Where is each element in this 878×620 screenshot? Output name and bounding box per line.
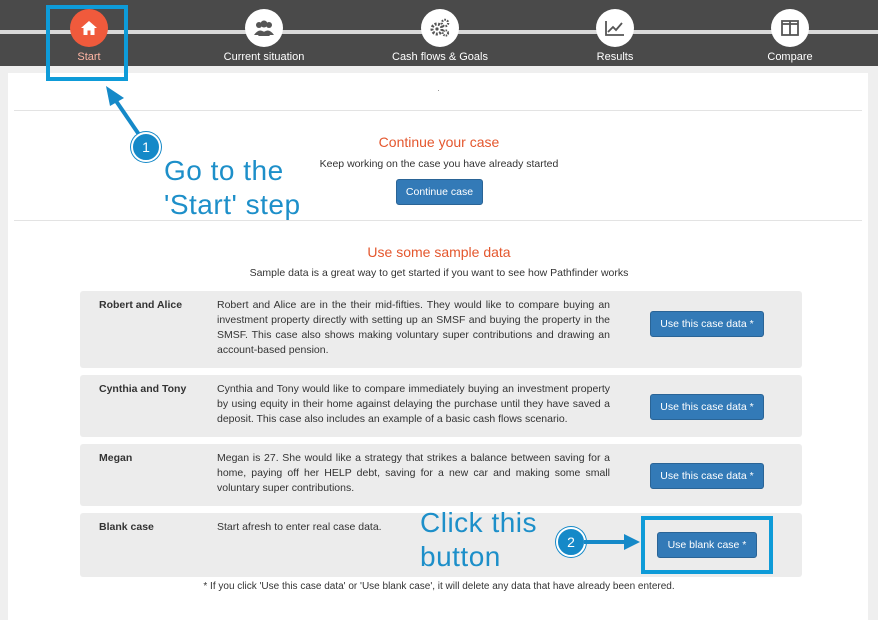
step-label: Results	[596, 51, 634, 63]
callout-line: button	[420, 541, 501, 572]
case-name: Cynthia and Tony	[99, 383, 187, 395]
callout-text	[164, 154, 301, 222]
gears-icon	[421, 9, 459, 47]
step-label: Compare	[767, 51, 813, 63]
chart-icon	[596, 9, 634, 47]
callout-text	[420, 506, 537, 574]
divider	[14, 220, 862, 221]
arrow-icon	[584, 532, 642, 552]
step-badge: 2	[556, 527, 586, 557]
step-label: Start	[77, 51, 101, 63]
home-icon	[70, 9, 108, 47]
case-row	[80, 444, 802, 506]
callout-line: Go to the	[164, 155, 284, 186]
step-compare[interactable]	[715, 9, 865, 63]
step-results[interactable]	[540, 9, 690, 63]
step-current-situation[interactable]	[189, 9, 339, 63]
sample-title: Use some sample data	[367, 244, 511, 260]
use-case-data-button[interactable]: Use this case data *	[650, 311, 764, 337]
step-badge: 1	[131, 132, 161, 162]
callout-line: 'Start' step	[164, 189, 301, 220]
highlight-box-blank-case	[641, 516, 773, 574]
case-row	[80, 375, 802, 437]
divider-dot: ·	[437, 85, 440, 95]
use-case-data-button[interactable]: Use this case data *	[650, 394, 764, 420]
columns-icon	[771, 9, 809, 47]
footnote: * If you click 'Use this case data' or 'Use blank case', it will delete any data that have already been entered.	[203, 581, 675, 592]
continue-title: Continue your case	[378, 134, 500, 150]
callout-line: Click this	[420, 507, 538, 538]
users-icon	[245, 9, 283, 47]
case-description: Start afresh to enter real case data.	[217, 521, 382, 533]
case-description: Robert and Alice are in the their mid-fifties. They would like to compare buying an investment property directly with setting up an SMSF and buying the property in the SMSF. This case also shows making voluntary super contributions and drawing an account-based pension.	[217, 299, 610, 356]
use-case-data-button[interactable]: Use this case data *	[650, 463, 764, 489]
step-label: Current situation	[223, 51, 305, 63]
use-blank-case-button[interactable]: Use blank case *	[657, 532, 757, 558]
step-label: Cash flows & Goals	[392, 51, 488, 63]
sample-subtitle: Sample data is a great way to get started if you want to see how Pathfinder works	[249, 267, 629, 279]
continue-subtitle: Keep working on the case you have already started	[319, 158, 559, 170]
continue-case-button[interactable]: Continue case	[396, 179, 483, 205]
case-description: Cynthia and Tony would like to compare immediately buying an investment property by using equity in their home against delaying the purchase until they have saved a deposit. This case also includes an example of a basic cash flows scenario.	[217, 383, 610, 425]
case-name: Robert and Alice	[99, 299, 183, 311]
case-row	[80, 291, 802, 368]
case-name: Megan	[99, 452, 133, 464]
case-name: Blank case	[99, 521, 154, 533]
case-description: Megan is 27. She would like a strategy that strikes a balance between saving for a home, paying off her HELP debt, saving for a new car and making some small voluntary super contributions.	[217, 452, 610, 494]
step-cash-flows-goals[interactable]	[365, 9, 515, 63]
step-nav	[0, 0, 878, 66]
